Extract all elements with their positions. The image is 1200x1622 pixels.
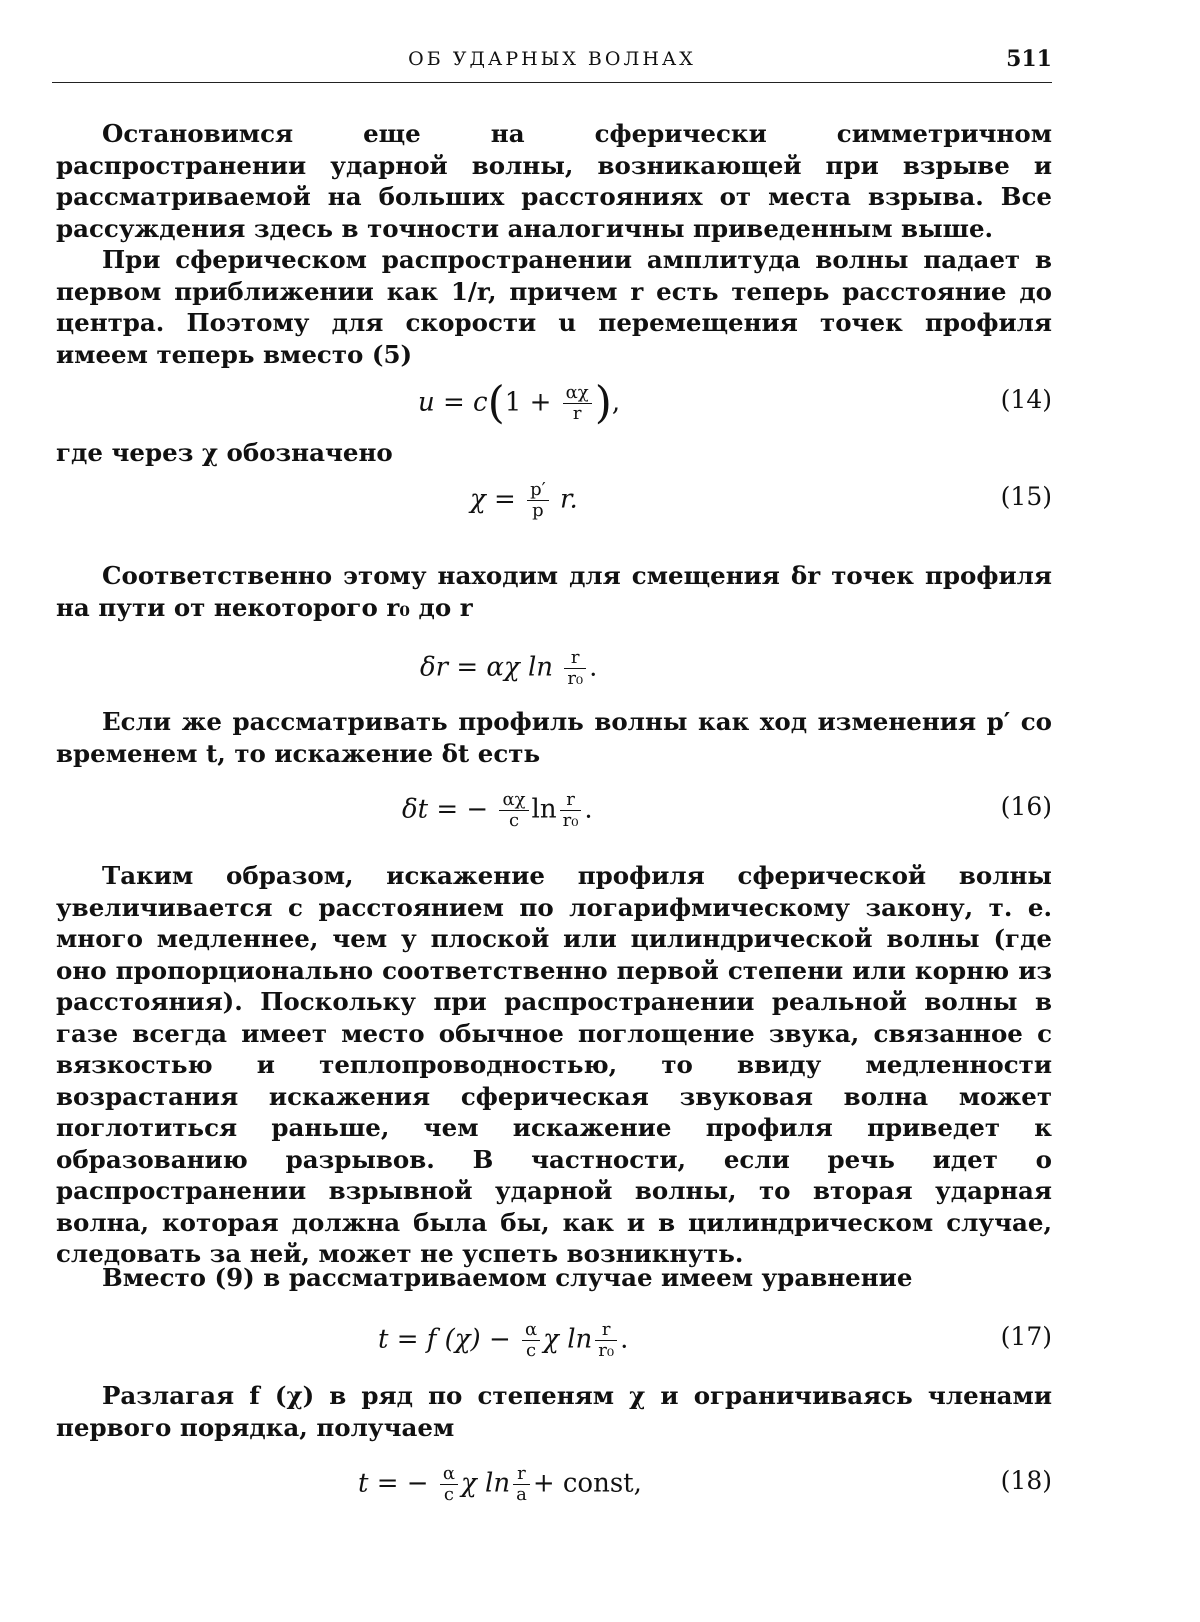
eq14-close-paren: ) xyxy=(595,378,612,429)
eq15-number: (15) xyxy=(1001,482,1052,511)
page-header xyxy=(52,44,1052,83)
eq14-lhs: u = c xyxy=(418,388,488,418)
eq17-tail: . xyxy=(620,1325,628,1355)
eq15-tail: r. xyxy=(560,485,578,515)
eq14-tail: , xyxy=(612,388,620,418)
eq18-fraction-2: r a xyxy=(513,1464,530,1505)
equation-18 xyxy=(0,1456,1200,1516)
eq-dr-tail: . xyxy=(589,653,597,683)
eq16-number: (16) xyxy=(1001,792,1052,821)
eq18-lhs: t = − xyxy=(358,1469,429,1499)
eq18-tail: + const, xyxy=(533,1469,642,1499)
eq17-fraction-2: r r₀ xyxy=(595,1320,617,1361)
eq15-lhs: χ = xyxy=(470,485,516,515)
eq16-tail: . xyxy=(584,795,592,825)
eq16-fraction-2: r r₀ xyxy=(560,790,582,831)
eq17-number: (17) xyxy=(1001,1322,1052,1351)
equation-15 xyxy=(0,472,1200,532)
eq18-number: (18) xyxy=(1001,1466,1052,1495)
equation-16 xyxy=(0,782,1200,842)
eq-dr-lhs: δr = αχ ln xyxy=(420,653,553,683)
paragraph-2: При сферическом распространении амплитуда волны падает в первом приближении как 1/r, причем r есть теперь расстояние до центра. Поэтому для скорости u перемещения точек профиля имеем теперь вместо (5) xyxy=(56,244,1052,370)
eq18-fraction-1: α c xyxy=(440,1464,458,1505)
eq17-lhs: t = f (χ) − xyxy=(378,1325,511,1355)
eq16-lhs: δt = − xyxy=(402,795,488,825)
paragraph-6: Таким образом, искажение профиля сферической волны увеличивается с расстоянием по логарифмическому закону, т. е. много медленнее, чем у плоской или цилиндрической волны (где оно пропорционально соответственно первой степени или корню из расстояния). Поскольку при распространении реальной волны в газе всегда имеет место обычное поглощение звука, связанное с вязкостью и теплопроводностью, то ввиду медленности возрастания искажения сферическая звуковая волна может поглотиться раньше, чем искажение профиля приведет к образованию разрывов. В частности, если речь идет о распространении взрывной ударной волны, то вторая ударная волна, которая должна была бы, как и в цилиндрическом случае, следовать за ней, может не успеть возникнуть. xyxy=(56,860,1052,1270)
eq14-fraction: αχ r xyxy=(563,383,592,424)
equation-dr xyxy=(0,640,1200,700)
eq16-fraction-1: αχ c xyxy=(499,790,528,831)
eq14-open-paren: ( xyxy=(488,378,505,429)
equation-17 xyxy=(0,1312,1200,1372)
paragraph-4: Соответственно этому находим для смещения δr точек профиля на пути от некоторого r₀ до r xyxy=(56,560,1052,623)
paragraph-3: где через χ обозначено xyxy=(56,437,1052,469)
running-head: ОБ УДАРНЫХ ВОЛНАХ xyxy=(52,48,1052,70)
paragraph-1: Остановимся еще на сферически симметричном распространении ударной волны, возникающей при взрыве и рассматриваемой на больших расстояниях от места взрыва. Все рассуждения здесь в точности аналогичны приведенным выше. xyxy=(56,118,1052,244)
eq17-mid: χ ln xyxy=(543,1325,592,1355)
equation-14 xyxy=(0,375,1200,435)
eq18-mid: χ ln xyxy=(461,1469,510,1499)
eq16-ln: ln xyxy=(532,795,557,825)
eq14-one-plus: 1 + xyxy=(505,388,552,418)
eq15-fraction: p′ p xyxy=(527,480,549,521)
paragraph-8: Разлагая f (χ) в ряд по степеням χ и ограничиваясь членами первого порядка, получаем xyxy=(56,1380,1052,1443)
paragraph-5: Если же рассматривать профиль волны как ход изменения p′ со временем t, то искажение δt есть xyxy=(56,706,1052,769)
eq-dr-fraction: r r₀ xyxy=(564,648,586,689)
paragraph-7: Вместо (9) в рассматриваемом случае имеем уравнение xyxy=(56,1262,1052,1294)
eq17-fraction-1: α c xyxy=(522,1320,540,1361)
page-number: 511 xyxy=(1006,46,1052,72)
eq14-number: (14) xyxy=(1001,385,1052,414)
book-page xyxy=(0,0,1200,1622)
